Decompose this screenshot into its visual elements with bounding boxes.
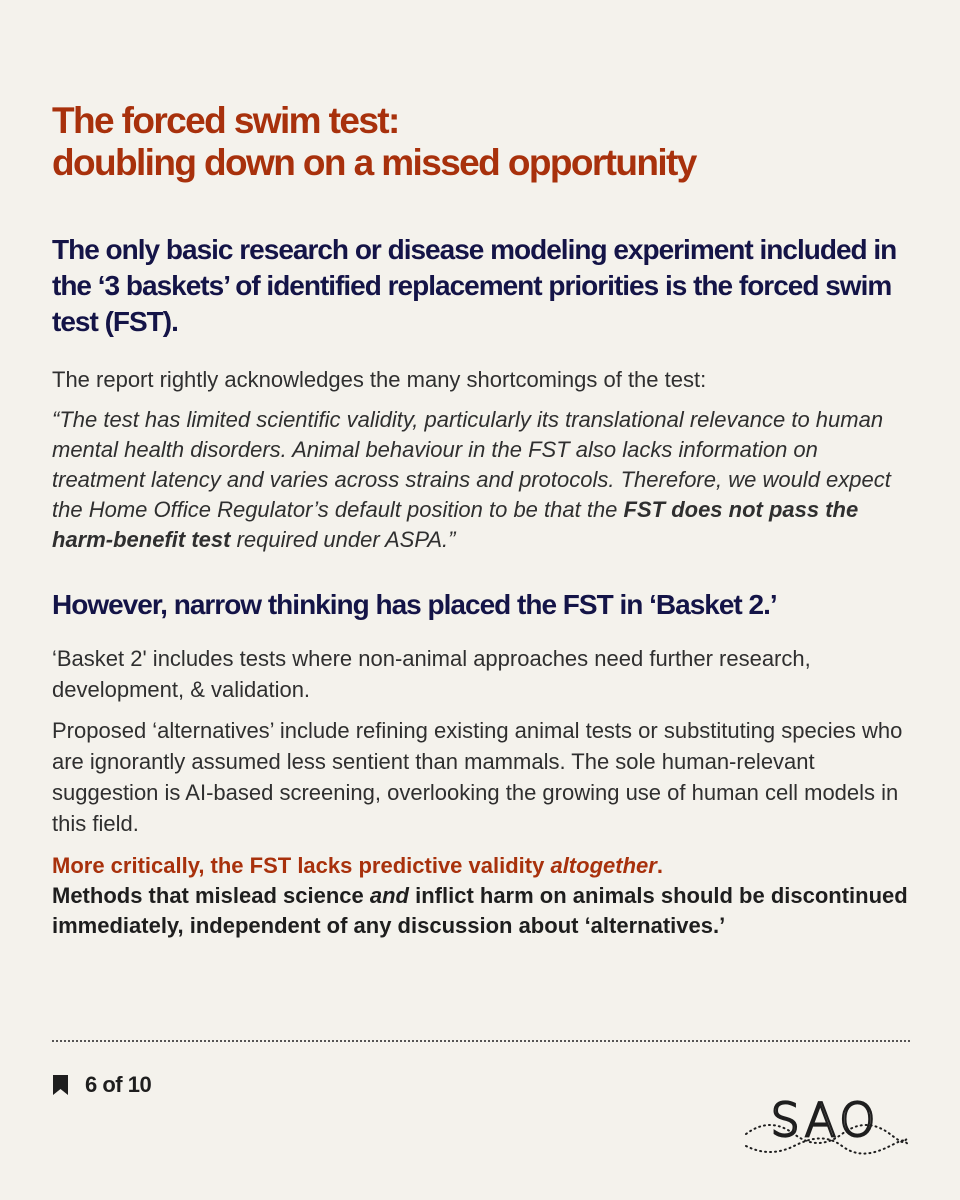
logo-text: SAO [770, 1093, 880, 1147]
quote-emphasis: FST does not pass the harm-benefit test [52, 497, 859, 552]
conclusion-accent-lead: More critically, the FST lacks predictive validity [52, 853, 551, 878]
conclusion-dark-end: inflict harm on animals should be discontinued immediately, independent of any discussion about ‘alternatives.’ [52, 883, 908, 938]
content [52, 100, 912, 941]
footer [52, 1072, 151, 1098]
report-quote [52, 405, 912, 555]
conclusion-accent-em: altogether [550, 853, 657, 878]
conclusion-accent [52, 853, 663, 878]
conclusion [52, 851, 912, 941]
title-line-1: The forced swim test: [52, 100, 399, 141]
quote-text-2: required under ASPA.” [230, 527, 456, 552]
conclusion-dark-lead: Methods that mislead science [52, 883, 370, 908]
conclusion-dark-em: and [369, 883, 409, 908]
alternatives-paragraph: Proposed ‘alternatives’ include refining existing animal tests or substituting species who are ignorantly assumed less sentient than mammals. The sole human-relevant suggestion is AI-based screening, overlooking the growing use of human cell models in this field. [52, 718, 903, 836]
quote-text-1: “The test has limited scientific validity, particularly its translational relevance to human mental health disorders. Animal behaviour in the FST also lacks information on treatment latency and varies across strains and protocols. Therefore, we would expect the Home Office Regulator’s default position to be that the [52, 407, 891, 522]
sao-logo [740, 1088, 910, 1160]
subheading-basket-2: However, narrow thinking has placed the FST in ‘Basket 2.’ [52, 589, 777, 620]
basket-2-description: ‘Basket 2' includes tests where non-animal approaches need further research, development, & validation. [52, 646, 811, 702]
page-title [52, 100, 912, 184]
title-line-2: doubling down on a missed opportunity [52, 142, 696, 183]
bookmark-icon [52, 1074, 69, 1096]
footer-divider [52, 1040, 910, 1042]
conclusion-dark [52, 883, 908, 938]
page-counter: 6 of 10 [85, 1072, 152, 1097]
intro-text: The report rightly acknowledges the many shortcomings of the test: [52, 367, 707, 392]
subheading-fst-priority: The only basic research or disease modeling experiment included in the ‘3 baskets’ of identified replacement priorities is the forced swim test (FST). [52, 234, 897, 337]
conclusion-accent-end: . [656, 853, 663, 878]
